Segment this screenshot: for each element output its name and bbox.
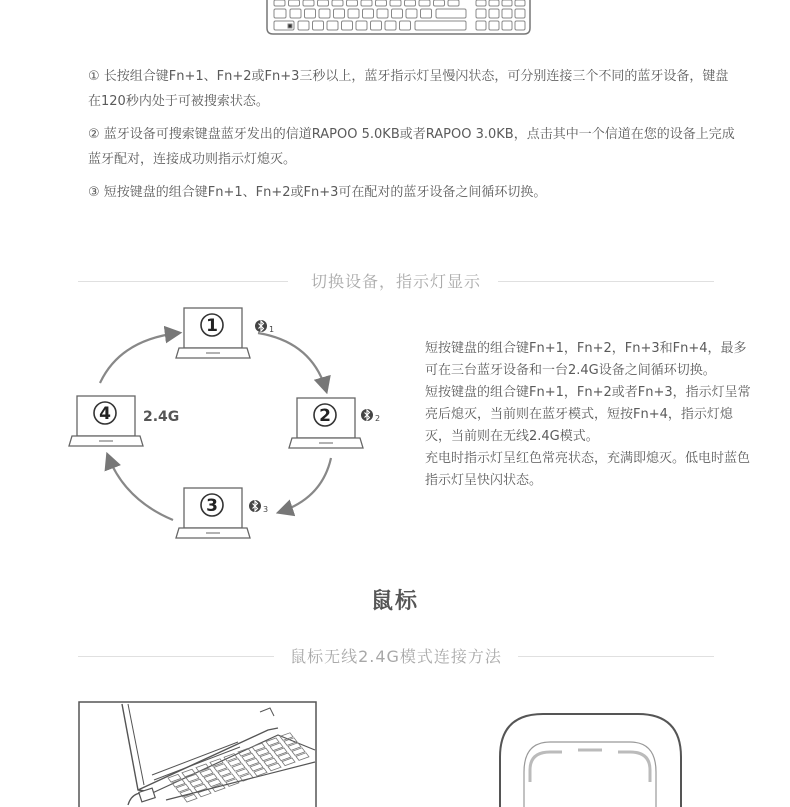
laptop-device-2 (289, 398, 363, 448)
switch-section-title: 切换设备，指示灯显示 (303, 272, 489, 291)
device-3-channel: 3 (263, 505, 269, 514)
keyboard-illustration (266, 0, 531, 36)
switch-description (425, 338, 755, 492)
device-1-number: 1 (206, 316, 218, 336)
laptop-receiver-illustration (78, 700, 318, 807)
mouse-section-header (78, 645, 714, 669)
bluetooth-icon (255, 320, 274, 334)
mouse-illustration (498, 712, 688, 807)
mouse-title: 鼠标 (370, 589, 419, 614)
device-4-mode-label: 2.4G (143, 409, 180, 425)
switch-section-header (78, 270, 714, 294)
laptop-device-3 (176, 488, 250, 538)
laptop-device-4 (69, 396, 143, 446)
step-1-text: ① 长按组合键Fn+1、Fn+2或Fn+3三秒以上，蓝牙指示灯呈慢闪状态，可分别连接三个不同的蓝牙设备，键盘在120秒内处于可被搜索状态。 (88, 69, 729, 109)
arrow-3-to-4 (108, 456, 173, 520)
laptop-device-1 (176, 308, 250, 358)
arrow-4-to-1 (100, 333, 178, 383)
step-3-text: ③ 短按键盘的组合键Fn+1、Fn+2或Fn+3可在配对的蓝牙设备之间循环切换。 (88, 185, 547, 200)
device-1-channel: 1 (269, 325, 275, 334)
arrow-2-to-3 (280, 458, 331, 512)
device-cycle-diagram (60, 300, 400, 550)
switch-description-para-3: 充电时指示灯呈红色常亮状态，充满即熄灭。低电时蓝色指示灯呈快闪状态。 (425, 451, 751, 488)
arrow-1-to-2 (258, 333, 326, 390)
switch-description-para-2: 短按键盘的组合键Fn+1，Fn+2或者Fn+3，指示灯呈常亮后熄灭，当前则在蓝牙模式，短按Fn+4，指示灯熄灭，当前则在无线2.4G模式。 (425, 385, 751, 444)
step-2-text: ② 蓝牙设备可搜索键盘蓝牙发出的信道RAPOO 5.0KB或者RAPOO 3.0KB，点击其中一个信道在您的设备上完成蓝牙配对，连接成功则指示灯熄灭。 (88, 127, 735, 167)
mouse-section-title: 鼠标无线2.4G模式连接方法 (282, 647, 510, 666)
device-2-number: 2 (319, 406, 331, 426)
switch-description-para-1: 短按键盘的组合键Fn+1，Fn+2，Fn+3和Fn+4，最多可在三台蓝牙设备和一台2.4G设备之间循环切换。 (425, 341, 747, 378)
bluetooth-icon (249, 500, 268, 514)
device-2-channel: 2 (375, 414, 381, 423)
bluetooth-icon (361, 409, 380, 423)
device-4-number: 4 (99, 404, 111, 424)
device-3-number: 3 (206, 496, 218, 516)
